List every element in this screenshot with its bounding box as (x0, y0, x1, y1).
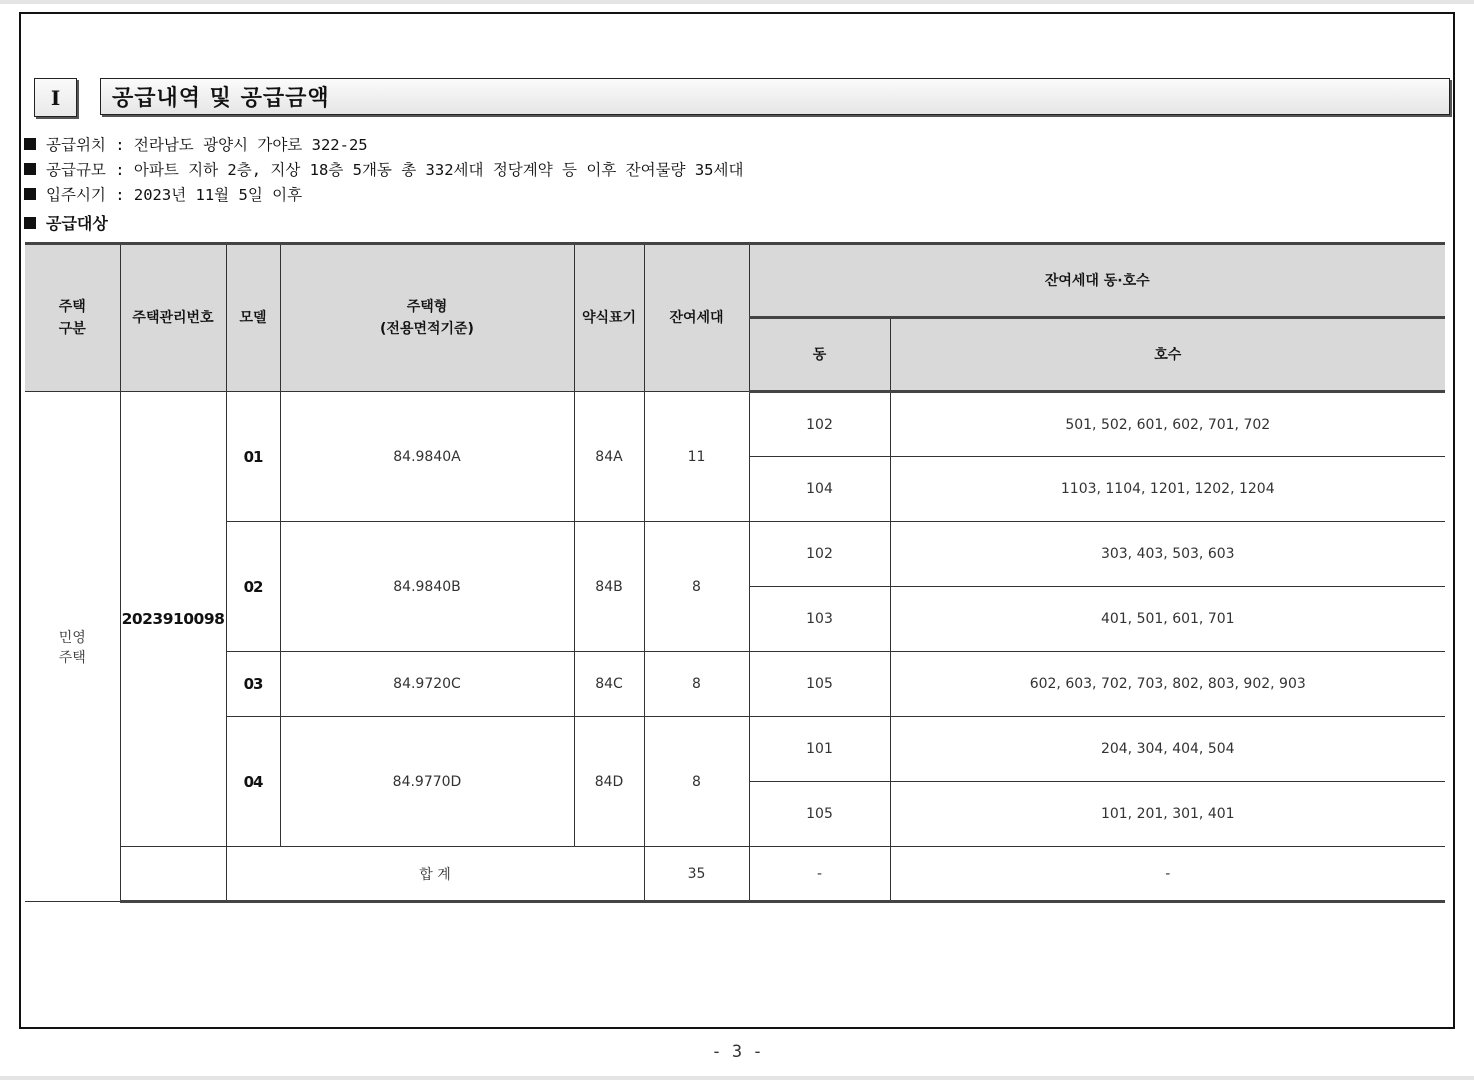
abbr-cell: 84B (574, 522, 644, 652)
table-row (25, 522, 1445, 587)
total-dong: - (749, 847, 890, 902)
table-row (25, 717, 1445, 782)
header-abbr: 약식표기 (574, 244, 644, 392)
info-location (24, 133, 368, 155)
mgmt-no-cell: 2023910098 (120, 392, 226, 847)
remaining-cell: 11 (644, 392, 749, 522)
section-number: I (50, 85, 61, 110)
sub-heading (24, 211, 108, 234)
ho-cell: 501, 502, 601, 602, 701, 702 (890, 392, 1445, 457)
sub-heading-text: 공급대상 (46, 214, 108, 233)
house-type-cell: 84.9840B (280, 522, 574, 652)
square-bullet-icon (24, 188, 36, 200)
table-row (25, 392, 1445, 457)
dong-cell: 102 (749, 392, 890, 457)
model-cell: 04 (226, 717, 280, 847)
model-cell: 03 (226, 652, 280, 717)
ho-cell: 1103, 1104, 1201, 1202, 1204 (890, 457, 1445, 522)
dong-cell: 105 (749, 652, 890, 717)
header-mgmt-no: 주택관리번호 (120, 244, 226, 392)
total-ho: - (890, 847, 1445, 902)
dong-cell: 104 (749, 457, 890, 522)
header-model: 모델 (226, 244, 280, 392)
abbr-cell: 84A (574, 392, 644, 522)
abbr-cell: 84C (574, 652, 644, 717)
header-dong: 동 (749, 318, 890, 392)
ho-cell: 204, 304, 404, 504 (890, 717, 1445, 782)
house-type-cell: 84.9840A (280, 392, 574, 522)
total-remaining: 35 (644, 847, 749, 902)
section-number-box (34, 78, 77, 117)
header-remaining-units: 잔여세대 동·호수 (749, 244, 1445, 318)
header-remaining: 잔여세대 (644, 244, 749, 392)
square-bullet-icon (24, 163, 36, 175)
dong-cell: 103 (749, 587, 890, 652)
total-mgmt-blank (120, 847, 226, 902)
info-move-in (24, 183, 302, 205)
info-scale (24, 158, 743, 180)
bottom-edge (0, 1076, 1474, 1080)
dong-cell: 105 (749, 782, 890, 847)
total-row (25, 847, 1445, 902)
house-type-cell: 84.9720C (280, 652, 574, 717)
top-edge (0, 0, 1474, 4)
dong-cell: 101 (749, 717, 890, 782)
square-bullet-icon (24, 138, 36, 150)
header-housing-type: 주택 구분 (25, 244, 120, 392)
table-row (25, 652, 1445, 717)
info-scale-text: 공급규모 : 아파트 지하 2층, 지상 18층 5개동 총 332세대 정당계약 등 이후 잔여물량 35세대 (46, 161, 744, 179)
section-title (100, 78, 1450, 115)
header-ho: 호수 (890, 318, 1445, 392)
housing-type-cell: 민영 주택 (25, 392, 120, 902)
ho-cell: 602, 603, 702, 703, 802, 803, 902, 903 (890, 652, 1445, 717)
supply-table (25, 242, 1445, 903)
info-location-text: 공급위치 : 전라남도 광양시 가야로 322-25 (46, 136, 368, 154)
section-title-text: 공급내역 및 공급금액 (112, 86, 330, 111)
remaining-cell: 8 (644, 717, 749, 847)
header-house-type: 주택형 (전용면적기준) (280, 244, 574, 392)
remaining-cell: 8 (644, 652, 749, 717)
ho-cell: 101, 201, 301, 401 (890, 782, 1445, 847)
page-number: - 3 - (711, 1042, 763, 1062)
model-cell: 02 (226, 522, 280, 652)
square-bullet-icon (24, 217, 36, 229)
house-type-cell: 84.9770D (280, 717, 574, 847)
ho-cell: 303, 403, 503, 603 (890, 522, 1445, 587)
total-label: 합 계 (226, 847, 644, 902)
abbr-cell: 84D (574, 717, 644, 847)
remaining-cell: 8 (644, 522, 749, 652)
ho-cell: 401, 501, 601, 701 (890, 587, 1445, 652)
dong-cell: 102 (749, 522, 890, 587)
model-cell: 01 (226, 392, 280, 522)
info-move-in-text: 입주시기 : 2023년 11월 5일 이후 (46, 186, 303, 204)
